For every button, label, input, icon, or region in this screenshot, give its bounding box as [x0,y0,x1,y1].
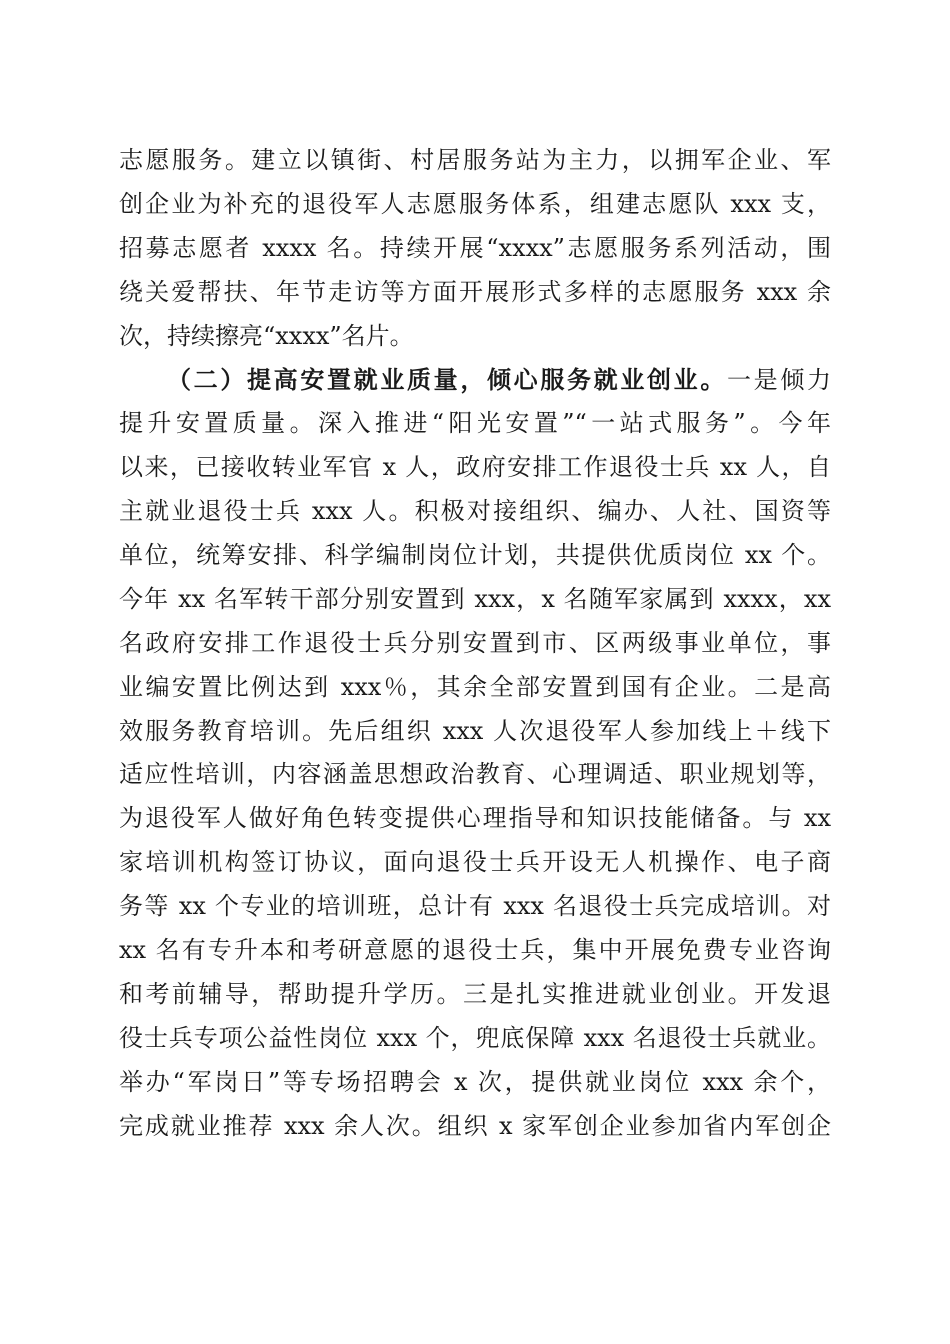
text-line: 适应性培训，内容涵盖思想政治教育、心理调适、职业规划等， [119,760,831,789]
text-fragment: 一是倾力 [727,366,831,395]
text-line: 创企业为补充的退役军人志愿服务体系，组建志愿队 xxx 支， [119,189,831,218]
text-line: 以来，已接收转业军官 x 人，政府安排工作退役士兵 xx 人，自 [119,453,831,482]
text-line: 完成就业推荐 xxx 余人次。组织 x 家军创企业参加省内军创企 [119,1111,831,1140]
text-line: 为退役军人做好角色转变提供心理指导和知识技能储备。与 xx [119,804,831,833]
text-line: 役士兵专项公益性岗位 xxx 个，兜底保障 xxx 名退役士兵就业。 [119,1023,831,1052]
text-line: 家培训机构签订协议，面向退役士兵开设无人机操作、电子商 [119,848,831,877]
text-line: 今年 xx 名军转干部分别安置到 xxx，x 名随军家属到 xxxx，xx [119,584,831,613]
text-line: 次，持续擦亮“xxxx”名片。 [119,321,414,350]
text-line: 志愿服务。建立以镇街、村居服务站为主力，以拥军企业、军 [119,146,831,174]
text-line: 举办“军岗日”等专场招聘会 x 次，提供就业岗位 xxx 余个， [119,1067,831,1096]
text-line: xx 名有专升本和考研意愿的退役士兵，集中开展免费专业咨询 [119,936,831,965]
section-heading: （二）提高安置就业质量，倾心服务就业创业。 [167,365,727,395]
body-text [119,139,831,1148]
text-line: 效服务教育培训。先后组织 xxx 人次退役军人参加线上＋线下 [119,716,831,745]
text-line: 单位，统筹安排、科学编制岗位计划，共提供优质岗位 xx 个。 [119,541,831,570]
text-line: 和考前辅导，帮助提升学历。三是扎实推进就业创业。开发退 [119,979,831,1008]
text-line: 务等 xx 个专业的培训班，总计有 xxx 名退役士兵完成培训。对 [119,892,831,921]
text-line: 提升安置质量。深入推进“阳光安置”“一站式服务”。今年 [119,409,831,438]
text-line: 招募志愿者 xxxx 名。持续开展“xxxx”志愿服务系列活动，围 [119,233,831,262]
section-heading-line [119,358,831,402]
text-line: 业编安置比例达到 xxx％，其余全部安置到国有企业。二是高 [119,672,831,701]
text-line: 绕关爱帮扶、年节走访等方面开展形式多样的志愿服务 xxx 余 [119,277,831,306]
text-line: 主就业退役士兵 xxx 人。积极对接组织、编办、人社、国资等 [119,497,831,526]
text-line: 名政府安排工作退役士兵分别安置到市、区两级事业单位，事 [119,628,831,657]
